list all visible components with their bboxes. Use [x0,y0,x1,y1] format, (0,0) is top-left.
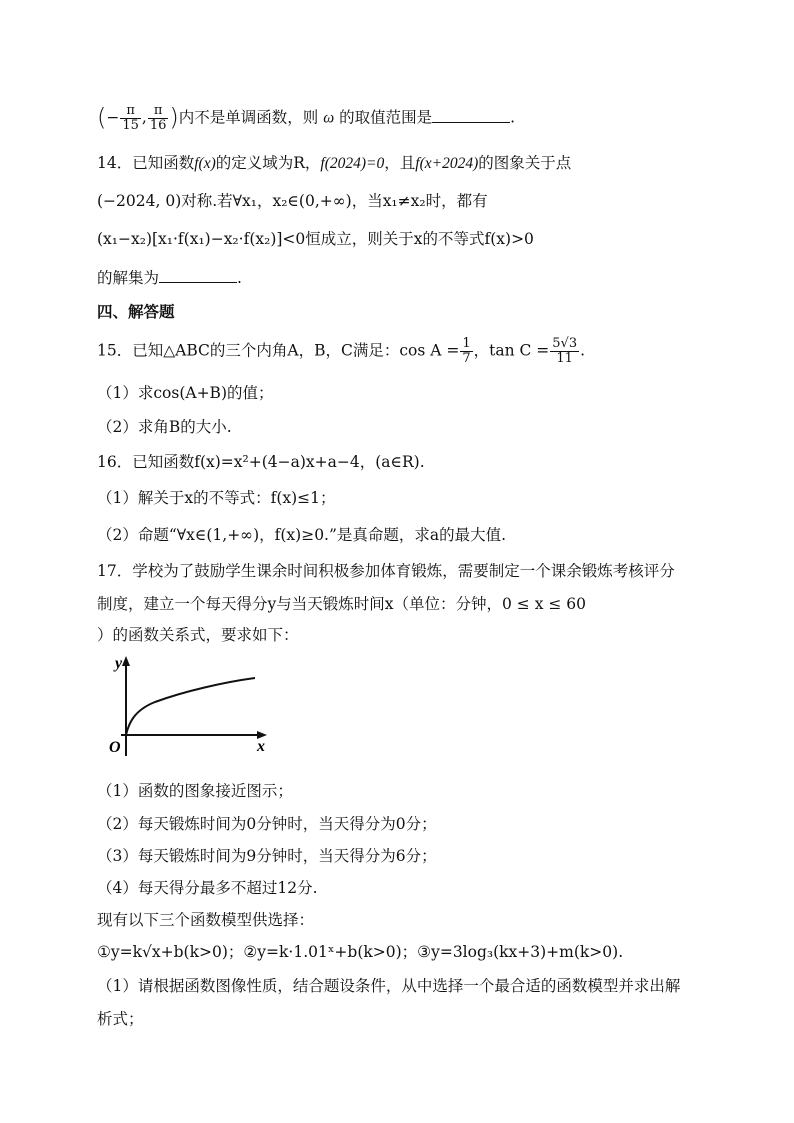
q14-line-1: 14．已知函数f(x)的定义域为R，f(2024)=0，且f(x+2024)的图象关于点 [97,154,572,172]
q15-stem: 15．已知△ABC的三个内角A，B，C满足：cos A = $\frac{1}{7}$ ，tan C = $\frac{5√3}{11}$ . [97,336,586,366]
fraction-1-7: $\frac{1}{7}$ [462,336,471,366]
q15-part-2: （2）求角B的大小. [97,418,232,436]
y-label: y [115,655,123,672]
fraction-neg-pi-15: $\frac{\pi}{15}$ [122,103,139,133]
q17-stem-line-3: ）的函数关系式，要求如下： [97,626,299,644]
q14-line-3: (x₁−x₂)[x₁·f(x₁)−x₂·f(x₂)]<0恒成立，则关于x的不等式f(x)>0 [97,230,534,248]
q17-question-1-line-2: 析式； [97,1010,144,1028]
q13-tail-line: (− $\frac{\pi}{15}$ , $\frac{\pi}{16}$ )内不是单调函数，则 ω 的取值范围是 . [97,103,516,133]
q17-stem-line-2: 制度，建立一个每天得分y与当天锻炼时间x（单位：分钟，0 ≤ x ≤ 60 [97,595,587,613]
q14-line-4: 的解集为 . [97,266,242,289]
q15-part-1: （1）求cos(A+B)的值； [97,384,274,402]
q17-models: ①y=k√x+b(k>0)；②y=k·1.01ˣ+b(k>0)；③y=3log₃(kx+3)+m(k>0). [97,943,624,961]
function-graph [95,652,275,760]
q14-line-2: (−2024, 0)对称.若∀x₁，x₂∈(0,+∞)，当x₁≠x₂时，都有 [97,192,488,210]
q16-part-2: （2）命题“∀x∈(1,+∞)，f(x)≥0.”是真命题，求a的最大值. [97,526,507,544]
answer-blank [159,266,237,283]
q17-condition-4: （4）每天得分最多不超过12分. [97,879,318,897]
answer-blank [432,106,510,123]
q17-models-intro: 现有以下三个函数模型供选择： [97,911,315,929]
fraction-5sqrt3-11: $\frac{5√3}{11}$ [552,336,578,366]
q17-question-1-line-1: （1）请根据函数图像性质，结合题设条件，从中选择一个最合适的函数模型并求出解 [97,977,681,995]
section-heading: 四、解答题 [97,302,175,321]
curve [126,678,255,735]
y-axis-arrow-icon [122,656,130,666]
q17-condition-2: （2）每天锻炼时间为0分钟时，当天得分为0分； [97,815,437,833]
q16-part-1: （1）解关于x的不等式：f(x)≤1； [97,489,336,507]
fraction-pi-16: $\frac{\pi}{16}$ [149,103,167,133]
q16-stem: 16．已知函数f(x)=x²+(4−a)x+a−4，(a∈R). [97,453,425,471]
q17-condition-3: （3）每天锻炼时间为9分钟时，当天得分为6分； [97,847,437,865]
origin-label: O [109,739,121,756]
q17-condition-1: （1）函数的图象接近图示； [97,782,293,800]
q17-stem-line-1: 17．学校为了鼓励学生课余时间积极参加体育锻炼，需要制定一个课余锻炼考核评分 [97,562,675,580]
x-label: x [257,738,265,755]
